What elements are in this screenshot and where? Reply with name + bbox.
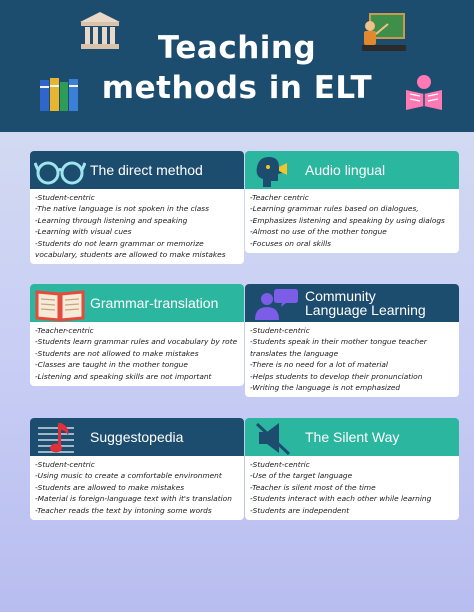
card-list [245,456,459,520]
list-item: -Students learn grammar rules and vocabulary by rote [35,337,238,347]
list-item: -There is no need for a lot of material [250,360,388,370]
list-item: -Using music to create a comfortable environment [35,471,222,481]
title-line-2: methods in ELT [101,70,373,106]
list-item: -Student-centric [250,326,310,335]
card-header [30,151,244,189]
list-item: -Helps students to develop their pronunciation [250,371,423,381]
card-title: Audio lingual [305,162,386,178]
people-chat-icon [249,286,301,322]
card-title: The direct method [90,162,203,178]
card-list [245,322,459,397]
card-title: Suggestopedia [90,429,184,445]
list-item: -Learning with visual cues [35,227,132,237]
list-item: -Learning through listening and speaking [35,215,188,225]
list-item: -Students are not allowed to make mistakes [35,348,199,358]
card-list [30,322,244,386]
card-header [245,418,459,456]
list-item: -Student-centric [250,460,310,469]
list-item: -Students are allowed to make mistakes [35,482,185,492]
card-direct-method [30,151,244,264]
list-item: -Classes are taught in the mother tongue [35,360,188,370]
list-item: -Writing the language is not emphasized [250,383,401,393]
list-item: -Student-centric [35,193,95,202]
card-title-line-2: Language Learning [305,302,426,318]
speaking-head-icon [249,153,301,189]
list-item: -Focuses on oral skills [250,238,331,248]
music-note-icon [34,420,86,456]
list-item: -Teacher reads the text by intoning some words [35,505,212,515]
books-icon [38,76,80,112]
muted-speaker-icon [249,420,301,456]
card-header [30,418,244,456]
card-title: The Silent Way [305,429,400,445]
teacher-board-icon [360,12,408,54]
museum-icon [78,10,122,52]
card-header [245,284,459,322]
list-item: -Almost no use of the mother tongue [250,227,387,237]
list-item: -Learning grammar rules based on dialogues, [250,204,419,214]
list-item: -Students are independent [250,505,350,515]
card-community-language-learning [245,284,459,397]
card-title: Grammar-translation [90,295,219,311]
card-title-line-1: Community [305,288,376,304]
title-line-1: Teaching [157,30,317,66]
card-silent-way [245,418,459,520]
card-suggestopedia [30,418,244,520]
list-item: -Students speak in their mother tongue teacher translates the language [250,337,427,358]
card-header [245,151,459,189]
card-title [305,284,453,322]
list-item: -Use of the target language [250,471,353,481]
list-item: -Listening and speaking skills are not important [35,371,212,381]
list-item: -Material is foreign-language text with it's translation [35,494,232,504]
list-item: -Student-centric [35,460,95,469]
card-list [30,189,244,264]
list-item: -The native language is not spoken in the class [35,204,209,214]
list-item: -Teacher is silent most of the time [250,482,376,492]
card-audio-lingual [245,151,459,253]
open-book-icon [34,286,86,322]
list-item: -Students do not learn grammar or memorize vocabulary, students are allowed to make mistakes [35,238,226,260]
card-header [30,284,244,322]
list-item: -Students interact with each other while learning [250,494,432,504]
card-list [245,189,459,253]
reader-icon [404,74,444,112]
card-grammar-translation [30,284,244,386]
list-item: -Teacher-centric [35,326,94,335]
card-list [30,456,244,520]
header-banner [0,0,474,132]
list-item: -Teacher centric [250,193,309,202]
list-item: -Emphasizes listening and speaking by using dialogs [250,215,445,225]
glasses-icon [34,153,86,189]
